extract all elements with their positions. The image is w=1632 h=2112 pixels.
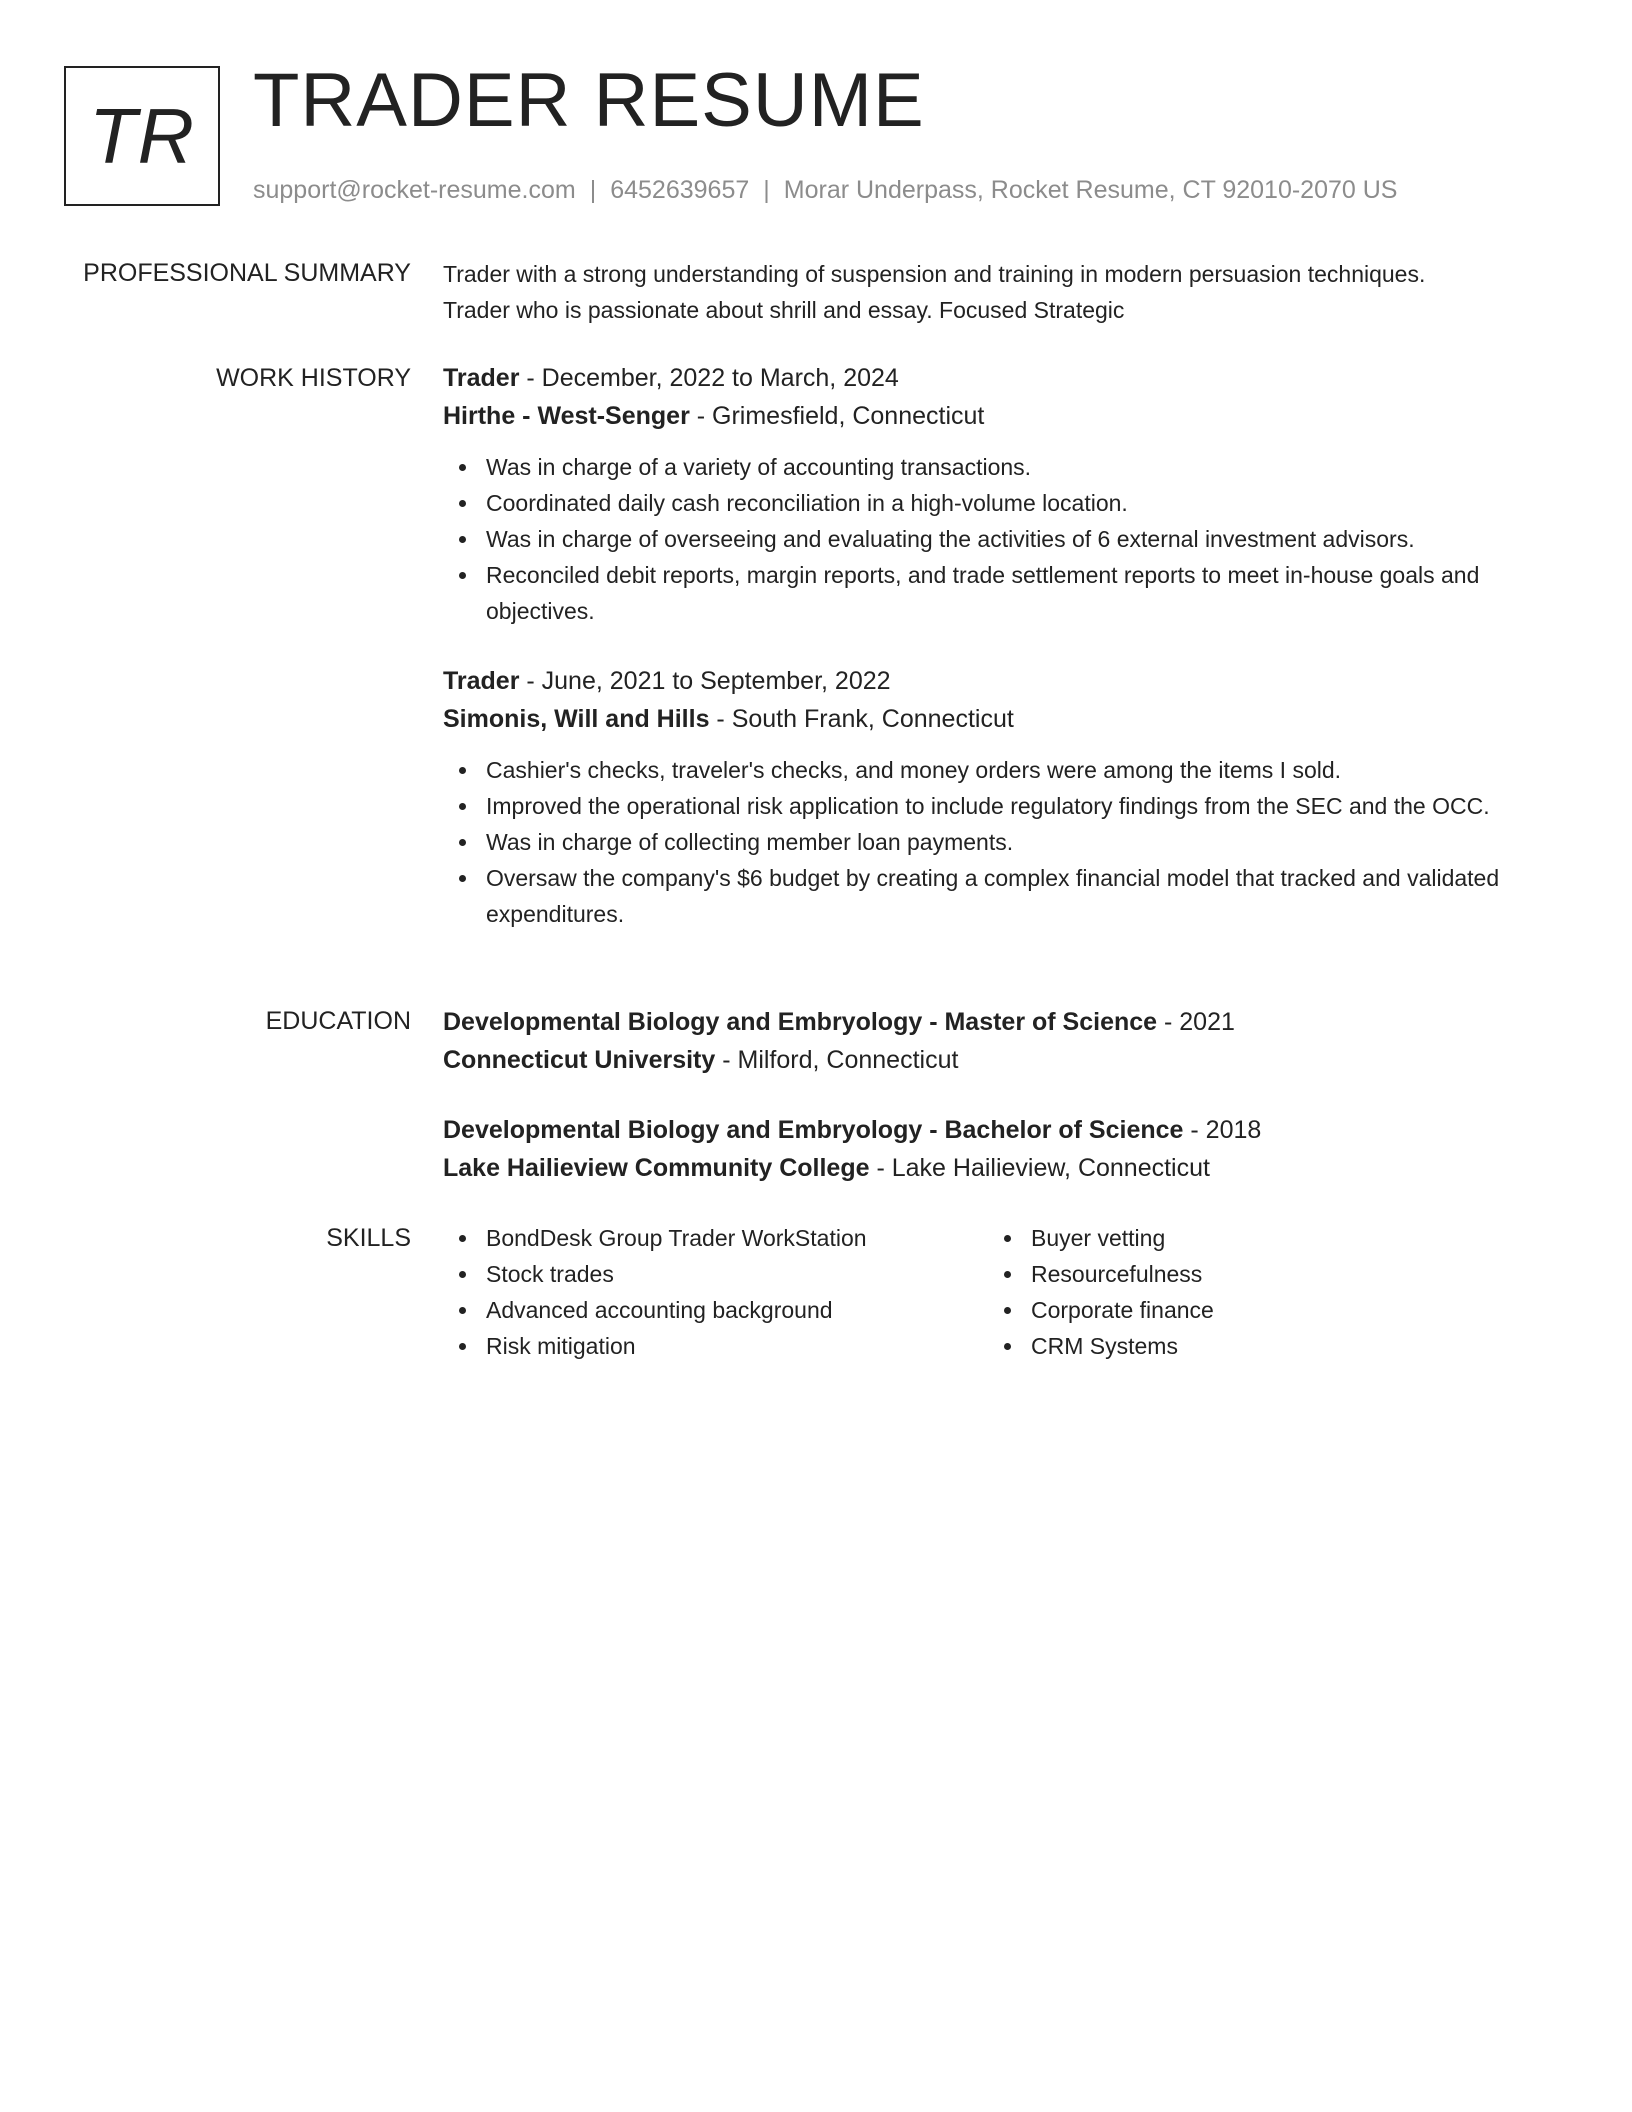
list-item: Improved the operational risk application to include regulatory findings from the SEC and the OCC. [443,788,1568,824]
job-dates: - December, 2022 to March, 2024 [519,364,899,392]
contact-address: Morar Underpass, Rocket Resume, CT 92010-2070 US [783,176,1398,204]
education-year: - 2018 [1183,1116,1262,1144]
education-degree-line [443,1111,1568,1149]
list-item: Stock trades [443,1256,988,1292]
education-location: - Lake Hailieview, Connecticut [869,1154,1210,1182]
section-label-skills: SKILLS [326,1224,411,1252]
education-degree: Developmental Biology and Embryology - Bachelor of Science [443,1116,1184,1144]
skills-list [443,1220,1568,1364]
education-entry [443,1111,1568,1187]
contact-separator: | [589,176,597,204]
education-school-line [443,1041,1568,1079]
job-company: Simonis, Will and Hills [443,705,710,733]
section-label-work-history: WORK HISTORY [216,364,411,392]
education-degree: Developmental Biology and Embryology - Master of Science [443,1008,1158,1036]
list-item: Was in charge of a variety of accounting transactions. [443,449,1568,485]
job-company-line [443,700,1568,738]
list-item: Corporate finance [988,1292,1533,1328]
list-item: Oversaw the company's $6 budget by creating a complex financial model that tracked and validated expenditures. [443,860,1568,932]
contact-line [253,174,1397,206]
education-year: - 2021 [1157,1008,1235,1036]
job-bullets [443,449,1568,629]
contact-email: support@rocket-resume.com [253,176,576,204]
list-item: Buyer vetting [988,1220,1533,1256]
job-dates: - June, 2021 to September, 2022 [519,667,891,695]
job-location: - South Frank, Connecticut [709,705,1014,733]
education-school: Connecticut University [443,1046,716,1074]
monogram-logo: TR [64,66,220,206]
section-label-summary: PROFESSIONAL SUMMARY [83,259,411,287]
job-entry [443,662,1568,932]
job-company: Hirthe - West-Senger [443,402,690,430]
job-title: Trader [443,364,520,392]
education-school-line [443,1149,1568,1187]
list-item: Resourcefulness [988,1256,1533,1292]
page-title: TRADER RESUME [253,58,925,143]
job-entry [443,359,1568,629]
list-item: Risk mitigation [443,1328,988,1364]
list-item: Advanced accounting background [443,1292,988,1328]
skills-column-left [443,1220,988,1364]
education-degree-line [443,1003,1568,1041]
list-item: Cashier's checks, traveler's checks, and money orders were among the items I sold. [443,752,1568,788]
list-item: Was in charge of collecting member loan payments. [443,824,1568,860]
job-location: - Grimesfield, Connecticut [689,402,985,430]
job-company-line [443,397,1568,435]
contact-phone: 6452639657 [610,176,750,204]
skills-column-right [988,1220,1533,1364]
section-label-education: EDUCATION [265,1007,411,1035]
summary-text [443,256,1568,328]
summary-line: Trader with a strong understanding of suspension and training in modern persuasion techniques. [443,261,1426,287]
list-item: CRM Systems [988,1328,1533,1364]
job-bullets [443,752,1568,932]
contact-separator: | [763,176,770,204]
job-title: Trader [443,667,520,695]
list-item: BondDesk Group Trader WorkStation [443,1220,988,1256]
list-item: Coordinated daily cash reconciliation in a high-volume location. [443,485,1568,521]
education-entry [443,1003,1568,1079]
job-title-line [443,359,1568,397]
education-school: Lake Hailieview Community College [443,1154,870,1182]
list-item: Was in charge of overseeing and evaluating the activities of 6 external investment advisors. [443,521,1568,557]
job-title-line [443,662,1568,700]
skills-grid [443,1220,1568,1364]
list-item: Reconciled debit reports, margin reports, and trade settlement reports to meet in-house goals and objectives. [443,557,1568,629]
summary-line: Trader who is passionate about shrill and essay. Focused Strategic [443,297,1125,323]
education-location: - Milford, Connecticut [715,1046,959,1074]
